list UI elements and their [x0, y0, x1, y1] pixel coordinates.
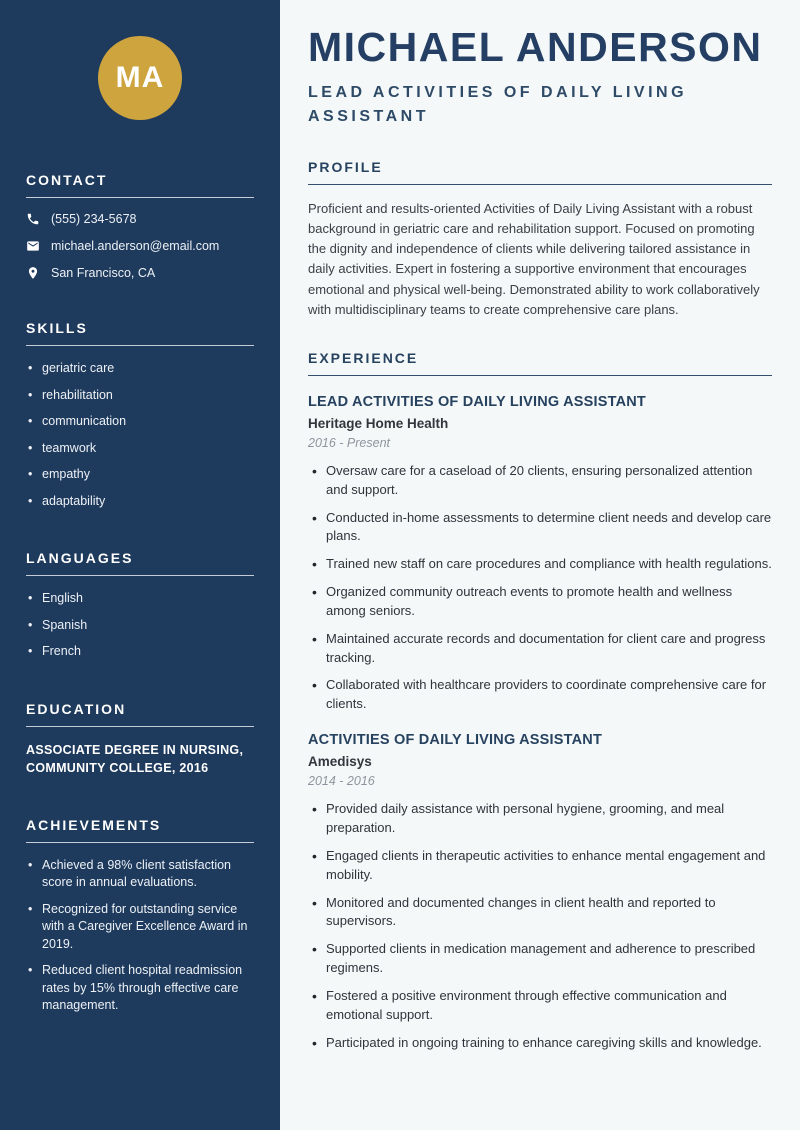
job-bullet: • Engaged clients in therapeutic activities to enhance mental engagement and mobility.	[308, 847, 772, 885]
profile-text: Proficient and results-oriented Activities of Daily Living Assistant with a robust background in geriatric care and rehabilitation support. Focused on promoting the dignity and independence of clients while delivering tailored assistance in daily activities. Expert in fostering a supportive environment that encourages emotional and physical well-being. Demonstrated ability to work collaboratively with multidisciplinary teams to create comprehensive care plans.	[308, 201, 760, 317]
phone-icon	[26, 212, 40, 226]
job-bullet: • Participated in ongoing training to enhance caregiving skills and knowledge.	[308, 1034, 772, 1053]
experience-section	[308, 350, 772, 1053]
achievements-heading: ACHIEVEMENTS	[26, 817, 254, 843]
job-bullet: • Collaborated with healthcare providers to coordinate comprehensive care for clients.	[308, 676, 772, 714]
person-name: MICHAEL ANDERSON	[308, 24, 763, 70]
skills-heading: SKILLS	[26, 320, 254, 346]
email-icon	[26, 239, 40, 253]
achievement-item: • Recognized for outstanding service with a Caregiver Excellence Award in 2019.	[26, 901, 254, 954]
achievements-section	[26, 817, 254, 1015]
job-entry-2	[308, 732, 772, 1052]
job-bullet: • Trained new staff on care procedures and compliance with health regulations.	[308, 555, 772, 574]
language-item: • French	[26, 643, 254, 661]
skill-item: • adaptability	[26, 493, 254, 511]
job-bullet: • Provided daily assistance with personal hygiene, grooming, and meal preparation.	[308, 800, 772, 838]
job-company: Amedisys	[308, 754, 372, 770]
profile-section	[308, 159, 772, 320]
skill-item: • communication	[26, 413, 254, 431]
person-job-title: LEAD ACTIVITIES OF DAILY LIVING ASSISTANT	[308, 84, 688, 126]
job-title: ACTIVITIES OF DAILY LIVING ASSISTANT	[308, 732, 603, 749]
job-entry-1	[308, 394, 772, 714]
profile-heading: PROFILE	[308, 159, 772, 185]
job-bullet: • Supported clients in medication management and adherence to prescribed regimens.	[308, 940, 772, 978]
job-bullet-list	[308, 462, 772, 714]
skill-item: • teamwork	[26, 440, 254, 458]
location-text: San Francisco, CA	[51, 266, 156, 280]
job-bullet: • Organized community outreach events to promote health and wellness among seniors.	[308, 583, 772, 621]
languages-heading: LANGUAGES	[26, 550, 254, 576]
job-dates: 2016 - Present	[308, 435, 390, 450]
language-item: • Spanish	[26, 617, 254, 635]
job-bullet: • Fostered a positive environment through effective communication and emotional support.	[308, 987, 772, 1025]
sidebar	[0, 0, 280, 1130]
education-heading: EDUCATION	[26, 701, 254, 727]
contact-section	[26, 172, 254, 280]
main-content	[280, 0, 800, 1130]
job-bullet: • Monitored and documented changes in client health and reported to supervisors.	[308, 894, 772, 932]
contact-location-row	[26, 266, 254, 280]
achievement-item: • Achieved a 98% client satisfaction score in annual evaluations.	[26, 857, 254, 892]
education-degree: ASSOCIATE DEGREE IN NURSING, COMMUNITY COLLEGE, 2016	[26, 742, 244, 775]
job-bullet: • Oversaw care for a caseload of 20 clients, ensuring personalized attention and support.	[308, 462, 772, 500]
job-company: Heritage Home Health	[308, 415, 449, 431]
languages-section	[26, 550, 254, 661]
job-bullet: • Maintained accurate records and documentation for client care and progress tracking.	[308, 630, 772, 668]
contact-email-row	[26, 239, 254, 253]
job-bullet-list	[308, 800, 772, 1052]
skills-list	[26, 360, 254, 510]
skill-item: • rehabilitation	[26, 387, 254, 405]
languages-list	[26, 590, 254, 661]
job-dates: 2014 - 2016	[308, 774, 375, 789]
location-icon	[26, 266, 40, 280]
experience-heading: EXPERIENCE	[308, 350, 772, 376]
avatar-initials: MA	[115, 61, 165, 94]
avatar	[98, 36, 182, 120]
contact-heading: CONTACT	[26, 172, 254, 198]
language-item: • English	[26, 590, 254, 608]
skills-section	[26, 320, 254, 510]
skill-item: • empathy	[26, 466, 254, 484]
phone-number: (555) 234-5678	[51, 212, 137, 226]
achievement-item: • Reduced client hospital readmission rates by 15% through effective care management.	[26, 962, 254, 1015]
job-title: LEAD ACTIVITIES OF DAILY LIVING ASSISTANT	[308, 393, 646, 410]
education-section	[26, 701, 254, 777]
job-bullet: • Conducted in-home assessments to determine client needs and develop care plans.	[308, 509, 772, 547]
skill-item: • geriatric care	[26, 360, 254, 378]
achievements-list	[26, 857, 254, 1015]
contact-phone-row	[26, 212, 254, 226]
email-address: michael.anderson@email.com	[51, 239, 220, 253]
